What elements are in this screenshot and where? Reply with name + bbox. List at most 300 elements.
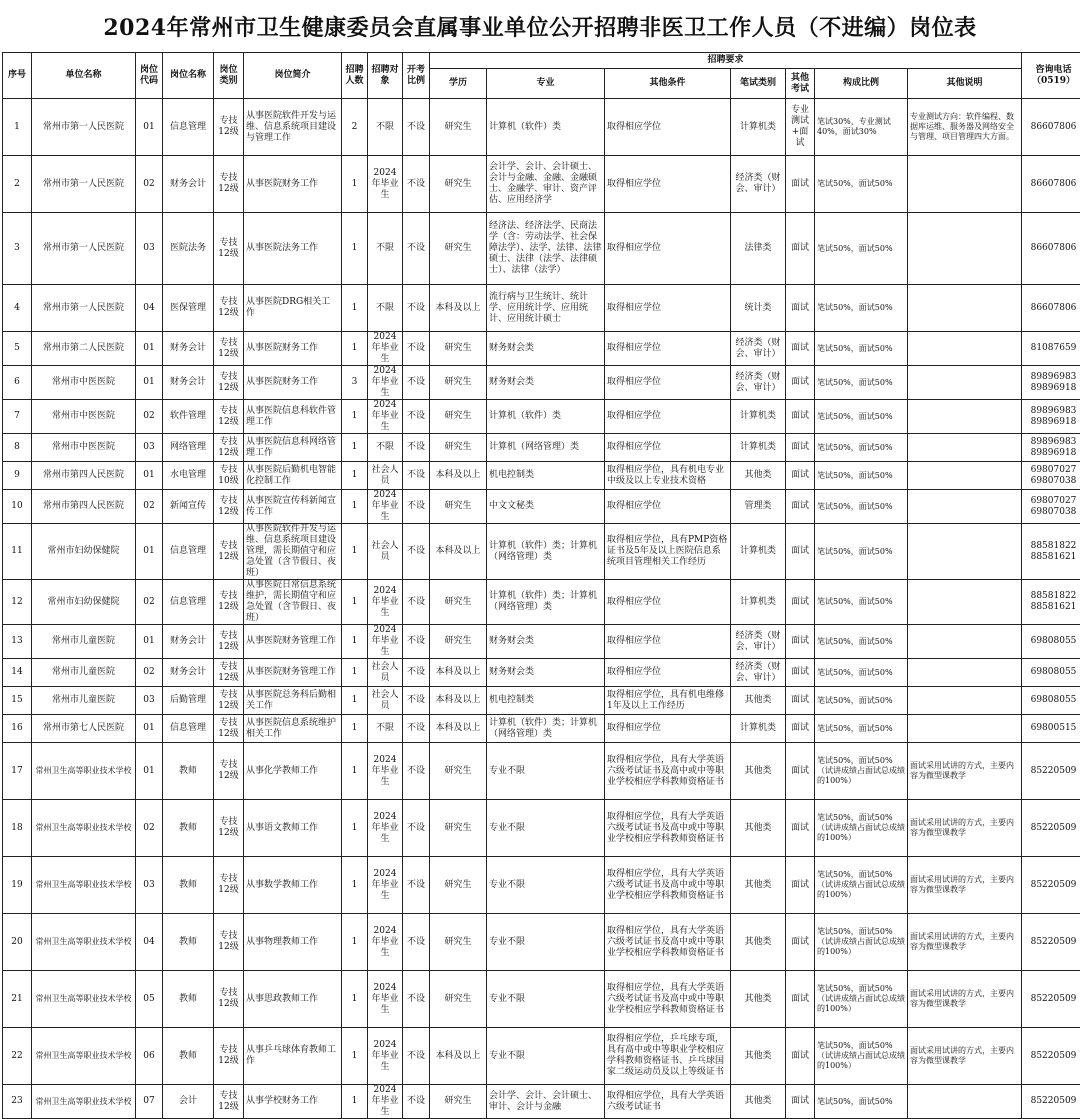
cell-post-desc: 从事语文教师工作	[244, 800, 342, 857]
cell-major: 专业不限	[487, 914, 605, 971]
cell-target: 2024年毕业生	[368, 743, 403, 800]
cell-post-name: 软件管理	[163, 400, 214, 434]
cell-unit: 常州市妇幼保健院	[32, 524, 136, 580]
cell-other-conditions: 取得相应学位	[605, 490, 731, 524]
cell-post-code: 01	[136, 366, 163, 400]
cell-education: 研究生	[430, 914, 487, 971]
cell-other-conditions: 取得相应学位，具有大学英语六级考试证书及高中或中等职业学校相应学科教师资格证书	[605, 971, 731, 1028]
cell-composition: 笔试50%，面试50%	[815, 213, 908, 285]
cell-post-type: 专技12级	[214, 687, 244, 715]
cell-seq: 15	[3, 687, 32, 715]
cell-post-type: 专技12级	[214, 524, 244, 580]
cell-post-desc: 从事医院信息科软件管理工作	[244, 400, 342, 434]
cell-unit: 常州市中医医院	[32, 400, 136, 434]
cell-count: 1	[342, 400, 368, 434]
cell-composition: 笔试50%，面试50%	[815, 434, 908, 462]
cell-post-code: 04	[136, 914, 163, 971]
cell-other-conditions: 取得相应学位	[605, 625, 731, 659]
cell-count: 3	[342, 366, 368, 400]
cell-other-notes: 面试采用试讲的方式，主要内容为微型课教学	[908, 1028, 1022, 1085]
cell-other-notes	[908, 687, 1022, 715]
cell-major: 财务财会类	[487, 625, 605, 659]
cell-major: 专业不限	[487, 857, 605, 914]
cell-other-exam: 面试	[786, 715, 815, 743]
cell-other-exam: 面试	[786, 687, 815, 715]
table-row	[3, 625, 1080, 659]
cell-composition: 笔试50%，面试50%（试讲成绩占面试总成绩的100%）	[815, 800, 908, 857]
cell-post-name: 教师	[163, 857, 214, 914]
table-row	[3, 971, 1080, 1028]
header-count: 招聘人数	[342, 53, 368, 99]
cell-post-code: 01	[136, 99, 163, 156]
table-row	[3, 800, 1080, 857]
cell-phone: 89896983 89896918	[1022, 366, 1080, 400]
cell-count: 1	[342, 743, 368, 800]
cell-major: 中文文秘类	[487, 490, 605, 524]
cell-count: 1	[342, 524, 368, 580]
cell-major: 计算机（软件）类；计算机（网络管理）类	[487, 715, 605, 743]
cell-count: 1	[342, 914, 368, 971]
cell-post-type: 专技12级	[214, 914, 244, 971]
cell-count: 1	[342, 332, 368, 366]
cell-exam-type: 其他类	[731, 1085, 786, 1119]
cell-other-conditions: 取得相应学位	[605, 659, 731, 687]
cell-seq: 23	[3, 1085, 32, 1119]
cell-post-name: 财务会计	[163, 156, 214, 213]
cell-target: 2024年毕业生	[368, 1085, 403, 1119]
cell-post-code: 02	[136, 659, 163, 687]
cell-phone: 88581822 88581621	[1022, 524, 1080, 580]
cell-education: 研究生	[430, 625, 487, 659]
table-row	[3, 434, 1080, 462]
cell-target: 2024年毕业生	[368, 914, 403, 971]
cell-phone: 81087659	[1022, 332, 1080, 366]
cell-other-notes	[908, 580, 1022, 625]
cell-post-name: 后勤管理	[163, 687, 214, 715]
cell-post-type: 专技12级	[214, 285, 244, 332]
header-other-exam: 其他考试	[786, 69, 815, 99]
cell-post-name: 财务会计	[163, 332, 214, 366]
cell-seq: 13	[3, 625, 32, 659]
cell-composition: 笔试50%，面试50%	[815, 659, 908, 687]
cell-post-desc: 从事医院财务工作	[244, 156, 342, 213]
cell-unit: 常州市第一人民医院	[32, 285, 136, 332]
cell-post-type: 专技12级	[214, 490, 244, 524]
cell-post-code: 04	[136, 285, 163, 332]
cell-seq: 22	[3, 1028, 32, 1085]
cell-ratio: 不设	[403, 1028, 430, 1085]
cell-phone: 69800515	[1022, 715, 1080, 743]
cell-exam-type: 法律类	[731, 213, 786, 285]
cell-seq: 9	[3, 462, 32, 490]
cell-education: 本科及以上	[430, 715, 487, 743]
cell-composition: 笔试50%，面试50%	[815, 1085, 908, 1119]
table-row	[3, 524, 1080, 580]
cell-post-name: 网络管理	[163, 434, 214, 462]
position-table	[2, 52, 1080, 1119]
cell-exam-type: 经济类（财会、审计）	[731, 625, 786, 659]
cell-education: 研究生	[430, 800, 487, 857]
cell-seq: 6	[3, 366, 32, 400]
cell-target: 不限	[368, 434, 403, 462]
cell-other-exam: 面试	[786, 213, 815, 285]
cell-other-exam: 面试	[786, 434, 815, 462]
cell-target: 2024年毕业生	[368, 857, 403, 914]
cell-other-exam: 面试	[786, 285, 815, 332]
cell-major: 计算机（软件）类；计算机（网络管理）类	[487, 580, 605, 625]
cell-target: 不限	[368, 285, 403, 332]
cell-post-name: 财务会计	[163, 366, 214, 400]
header-other-notes: 其他说明	[908, 69, 1022, 99]
cell-ratio: 不设	[403, 1085, 430, 1119]
cell-phone: 86607806	[1022, 99, 1080, 156]
cell-ratio: 不设	[403, 625, 430, 659]
cell-major: 专业不限	[487, 971, 605, 1028]
cell-target: 2024年毕业生	[368, 580, 403, 625]
cell-unit: 常州卫生高等职业技术学校	[32, 743, 136, 800]
cell-other-exam: 面试	[786, 1085, 815, 1119]
cell-ratio: 不设	[403, 800, 430, 857]
cell-education: 研究生	[430, 743, 487, 800]
cell-education: 研究生	[430, 971, 487, 1028]
cell-other-notes	[908, 366, 1022, 400]
cell-post-desc: 从事化学教师工作	[244, 743, 342, 800]
cell-ratio: 不设	[403, 743, 430, 800]
cell-unit: 常州市第四人民医院	[32, 462, 136, 490]
cell-education: 研究生	[430, 857, 487, 914]
cell-other-notes	[908, 285, 1022, 332]
cell-post-type: 专技12级	[214, 625, 244, 659]
cell-unit: 常州卫生高等职业技术学校	[32, 857, 136, 914]
cell-phone: 89896983 89896918	[1022, 400, 1080, 434]
cell-other-notes	[908, 715, 1022, 743]
cell-major: 会计学、会计、会计硕士、会计与金融、金融、金融硕士、金融学、审计、资产评估、应用经济学	[487, 156, 605, 213]
cell-other-conditions: 取得相应学位，具有大学英语六级考试证书及高中或中等职业学校相应学科教师资格证书	[605, 914, 731, 971]
cell-post-type: 专技12级	[214, 400, 244, 434]
cell-phone: 86607806	[1022, 156, 1080, 213]
cell-composition: 笔试50%，面试50%	[815, 400, 908, 434]
cell-exam-type: 计算机类	[731, 580, 786, 625]
cell-seq: 20	[3, 914, 32, 971]
cell-composition: 笔试50%，面试50%	[815, 462, 908, 490]
header-unit: 单位名称	[32, 53, 136, 99]
cell-education: 研究生	[430, 1085, 487, 1119]
cell-post-type: 专技12级	[214, 743, 244, 800]
cell-post-desc: 从事学校财务工作	[244, 1085, 342, 1119]
cell-major: 财务财会类	[487, 332, 605, 366]
table-row	[3, 659, 1080, 687]
cell-phone: 69808055	[1022, 625, 1080, 659]
cell-post-desc: 从事医院宣传科新闻宣传工作	[244, 490, 342, 524]
cell-major: 经济法、经济法学、民商法学（含：劳动法学、社会保障法学）、法学、法律、法律硕士、法律（法学、法律硕士）、法律（法学）	[487, 213, 605, 285]
cell-post-code: 01	[136, 524, 163, 580]
cell-major: 会计学、会计、会计硕士、审计、会计与金融	[487, 1085, 605, 1119]
table-row	[3, 490, 1080, 524]
cell-ratio: 不设	[403, 914, 430, 971]
cell-major: 计算机（软件）类	[487, 400, 605, 434]
cell-exam-type: 经济类（财会、审计）	[731, 156, 786, 213]
cell-post-type: 专技12级	[214, 213, 244, 285]
header-target: 招聘对象	[368, 53, 403, 99]
table-row	[3, 400, 1080, 434]
cell-count: 1	[342, 687, 368, 715]
cell-other-conditions: 取得相应学位	[605, 213, 731, 285]
cell-major: 专业不限	[487, 800, 605, 857]
cell-exam-type: 管理类	[731, 490, 786, 524]
cell-post-name: 会计	[163, 1085, 214, 1119]
table-row	[3, 857, 1080, 914]
cell-seq: 12	[3, 580, 32, 625]
cell-post-desc: 从事医院法务工作	[244, 213, 342, 285]
cell-other-notes	[908, 625, 1022, 659]
cell-education: 本科及以上	[430, 687, 487, 715]
cell-post-desc: 从事医院日常信息系统维护，需长期值守和应急处置（含节假日、夜班）	[244, 580, 342, 625]
cell-ratio: 不设	[403, 580, 430, 625]
cell-unit: 常州市妇幼保健院	[32, 580, 136, 625]
cell-target: 不限	[368, 213, 403, 285]
page-title: 2024年常州市卫生健康委员会直属事业单位公开招聘非医卫工作人员（不进编）岗位表	[0, 0, 1080, 52]
cell-post-desc: 从事医院财务工作	[244, 366, 342, 400]
cell-post-name: 医保管理	[163, 285, 214, 332]
cell-post-name: 信息管理	[163, 99, 214, 156]
cell-composition: 笔试50%，面试50%	[815, 524, 908, 580]
cell-seq: 19	[3, 857, 32, 914]
cell-exam-type: 计算机类	[731, 99, 786, 156]
cell-post-desc: 从事医院财务工作	[244, 332, 342, 366]
cell-post-code: 07	[136, 1085, 163, 1119]
cell-unit: 常州市第二人民医院	[32, 332, 136, 366]
cell-ratio: 不设	[403, 213, 430, 285]
cell-seq: 14	[3, 659, 32, 687]
cell-target: 2024年毕业生	[368, 400, 403, 434]
table-row	[3, 285, 1080, 332]
cell-phone: 88581822 88581621	[1022, 580, 1080, 625]
cell-phone: 85220509	[1022, 971, 1080, 1028]
cell-other-notes	[908, 156, 1022, 213]
cell-composition: 笔试50%，面试50%（试讲成绩占面试总成绩的100%）	[815, 1028, 908, 1085]
header-requirements: 招聘要求	[430, 53, 1022, 69]
cell-post-desc: 从事医院信息系统维护相关工作	[244, 715, 342, 743]
cell-composition: 笔试50%，面试50%	[815, 687, 908, 715]
cell-post-type: 专技12级	[214, 332, 244, 366]
cell-other-conditions: 取得相应学位	[605, 580, 731, 625]
cell-other-conditions: 取得相应学位	[605, 434, 731, 462]
cell-phone: 86607806	[1022, 213, 1080, 285]
header-ratio: 开考比例	[403, 53, 430, 99]
cell-exam-type: 其他类	[731, 687, 786, 715]
cell-major: 专业不限	[487, 1028, 605, 1085]
cell-other-notes	[908, 434, 1022, 462]
cell-education: 研究生	[430, 580, 487, 625]
cell-unit: 常州卫生高等职业技术学校	[32, 1028, 136, 1085]
cell-post-code: 01	[136, 625, 163, 659]
cell-post-name: 财务会计	[163, 625, 214, 659]
cell-count: 1	[342, 715, 368, 743]
cell-other-conditions: 取得相应学位	[605, 366, 731, 400]
cell-count: 1	[342, 213, 368, 285]
cell-ratio: 不设	[403, 156, 430, 213]
cell-other-exam: 面试	[786, 625, 815, 659]
cell-unit: 常州市儿童医院	[32, 625, 136, 659]
cell-target: 2024年毕业生	[368, 366, 403, 400]
cell-post-code: 03	[136, 857, 163, 914]
cell-other-notes	[908, 1085, 1022, 1119]
cell-post-name: 水电管理	[163, 462, 214, 490]
cell-post-type: 专技12级	[214, 99, 244, 156]
cell-post-code: 03	[136, 687, 163, 715]
table-row	[3, 1028, 1080, 1085]
cell-other-exam: 面试	[786, 366, 815, 400]
cell-other-exam: 面试	[786, 156, 815, 213]
cell-target: 2024年毕业生	[368, 490, 403, 524]
cell-post-desc: 从事医院后勤机电智能化控制工作	[244, 462, 342, 490]
cell-education: 研究生	[430, 434, 487, 462]
cell-composition: 笔试50%，面试50%（试讲成绩占面试总成绩的100%）	[815, 857, 908, 914]
cell-exam-type: 其他类	[731, 971, 786, 1028]
cell-other-notes	[908, 462, 1022, 490]
cell-other-conditions: 取得相应学位，具有大学英语六级考试证书及高中或中等职业学校相应学科教师资格证书	[605, 800, 731, 857]
cell-phone: 86607806	[1022, 285, 1080, 332]
cell-post-name: 财务会计	[163, 659, 214, 687]
cell-exam-type: 经济类（财会、审计）	[731, 332, 786, 366]
table-row	[3, 743, 1080, 800]
cell-count: 1	[342, 156, 368, 213]
cell-post-type: 专技12级	[214, 366, 244, 400]
cell-post-type: 专技10级	[214, 462, 244, 490]
cell-phone: 89896983 89896918	[1022, 434, 1080, 462]
cell-ratio: 不设	[403, 285, 430, 332]
cell-seq: 17	[3, 743, 32, 800]
table-row	[3, 715, 1080, 743]
cell-ratio: 不设	[403, 434, 430, 462]
cell-count: 1	[342, 625, 368, 659]
cell-composition: 笔试50%，面试50%（试讲成绩占面试总成绩的100%）	[815, 743, 908, 800]
cell-other-notes: 面试采用试讲的方式，主要内容为微型课教学	[908, 971, 1022, 1028]
cell-exam-type: 其他类	[731, 1028, 786, 1085]
cell-post-type: 专技12级	[214, 857, 244, 914]
cell-post-code: 01	[136, 462, 163, 490]
header-other-conditions: 其他条件	[605, 69, 731, 99]
cell-other-conditions: 取得相应学位	[605, 715, 731, 743]
cell-ratio: 不设	[403, 366, 430, 400]
cell-ratio: 不设	[403, 857, 430, 914]
cell-post-type: 专技12级	[214, 971, 244, 1028]
header-exam-type: 笔试类别	[731, 69, 786, 99]
cell-composition: 笔试50%，面试50%	[815, 490, 908, 524]
cell-phone: 69808055	[1022, 687, 1080, 715]
cell-unit: 常州卫生高等职业技术学校	[32, 1085, 136, 1119]
cell-major: 财务财会类	[487, 366, 605, 400]
cell-count: 1	[342, 490, 368, 524]
cell-ratio: 不设	[403, 524, 430, 580]
cell-post-name: 信息管理	[163, 524, 214, 580]
cell-ratio: 不设	[403, 715, 430, 743]
cell-phone: 69807027 69807038	[1022, 462, 1080, 490]
cell-post-code: 02	[136, 156, 163, 213]
cell-major: 财务财会类	[487, 659, 605, 687]
cell-seq: 21	[3, 971, 32, 1028]
cell-count: 1	[342, 1028, 368, 1085]
cell-count: 1	[342, 462, 368, 490]
cell-composition: 笔试30%，专业测试40%，面试30%	[815, 99, 908, 156]
cell-other-exam: 面试	[786, 400, 815, 434]
cell-post-name: 新闻宣传	[163, 490, 214, 524]
cell-count: 1	[342, 800, 368, 857]
cell-post-code: 02	[136, 490, 163, 524]
header-post-name: 岗位名称	[163, 53, 214, 99]
cell-post-code: 05	[136, 971, 163, 1028]
cell-ratio: 不设	[403, 99, 430, 156]
cell-other-exam: 面试	[786, 580, 815, 625]
cell-other-exam: 面试	[786, 800, 815, 857]
cell-post-name: 教师	[163, 800, 214, 857]
cell-other-notes	[908, 213, 1022, 285]
cell-post-desc: 从事数学教师工作	[244, 857, 342, 914]
cell-target: 不限	[368, 715, 403, 743]
cell-seq: 7	[3, 400, 32, 434]
table-row	[3, 580, 1080, 625]
cell-post-desc: 从事医院DRG相关工作	[244, 285, 342, 332]
cell-other-exam: 面试	[786, 857, 815, 914]
cell-post-code: 01	[136, 715, 163, 743]
cell-phone: 85220509	[1022, 743, 1080, 800]
cell-unit: 常州市儿童医院	[32, 659, 136, 687]
cell-post-type: 专技12级	[214, 1085, 244, 1119]
header-composition: 构成比例	[815, 69, 908, 99]
cell-seq: 5	[3, 332, 32, 366]
cell-other-conditions: 取得相应学位，乒乓球专项，具有高中或中等职业学校相应学科教师资格证书、乒乓球国家二级运动员及以上等级证书	[605, 1028, 731, 1085]
cell-unit: 常州市第七人民医院	[32, 715, 136, 743]
cell-phone: 69807027 69807038	[1022, 490, 1080, 524]
cell-target: 2024年毕业生	[368, 1028, 403, 1085]
cell-ratio: 不设	[403, 400, 430, 434]
cell-post-name: 教师	[163, 971, 214, 1028]
cell-phone: 85220509	[1022, 914, 1080, 971]
cell-seq: 8	[3, 434, 32, 462]
cell-other-exam: 面试	[786, 971, 815, 1028]
cell-phone: 69808055	[1022, 659, 1080, 687]
cell-education: 本科及以上	[430, 524, 487, 580]
cell-composition: 笔试50%，面试50%	[815, 156, 908, 213]
cell-unit: 常州市第一人民医院	[32, 99, 136, 156]
cell-other-notes: 面试采用试讲的方式，主要内容为微型课教学	[908, 857, 1022, 914]
cell-exam-type: 其他类	[731, 800, 786, 857]
cell-post-desc: 从事医院软件开发与运维、信息系统项目建设与管理工作	[244, 99, 342, 156]
cell-major: 计算机（网络管理）类	[487, 434, 605, 462]
cell-exam-type: 计算机类	[731, 524, 786, 580]
cell-major: 机电控制类	[487, 462, 605, 490]
cell-unit: 常州市第一人民医院	[32, 156, 136, 213]
cell-education: 本科及以上	[430, 1028, 487, 1085]
cell-other-conditions: 取得相应学位	[605, 400, 731, 434]
cell-education: 研究生	[430, 332, 487, 366]
cell-count: 2	[342, 99, 368, 156]
cell-other-notes	[908, 332, 1022, 366]
cell-other-conditions: 取得相应学位	[605, 332, 731, 366]
cell-count: 1	[342, 857, 368, 914]
cell-other-exam: 面试	[786, 914, 815, 971]
cell-education: 研究生	[430, 99, 487, 156]
cell-seq: 2	[3, 156, 32, 213]
cell-phone: 85220509	[1022, 1028, 1080, 1085]
cell-unit: 常州卫生高等职业技术学校	[32, 971, 136, 1028]
cell-post-type: 专技12级	[214, 715, 244, 743]
cell-count: 1	[342, 285, 368, 332]
cell-target: 社会人员	[368, 687, 403, 715]
cell-other-notes: 面试采用试讲的方式，主要内容为微型课教学	[908, 914, 1022, 971]
cell-ratio: 不设	[403, 490, 430, 524]
cell-target: 2024年毕业生	[368, 800, 403, 857]
